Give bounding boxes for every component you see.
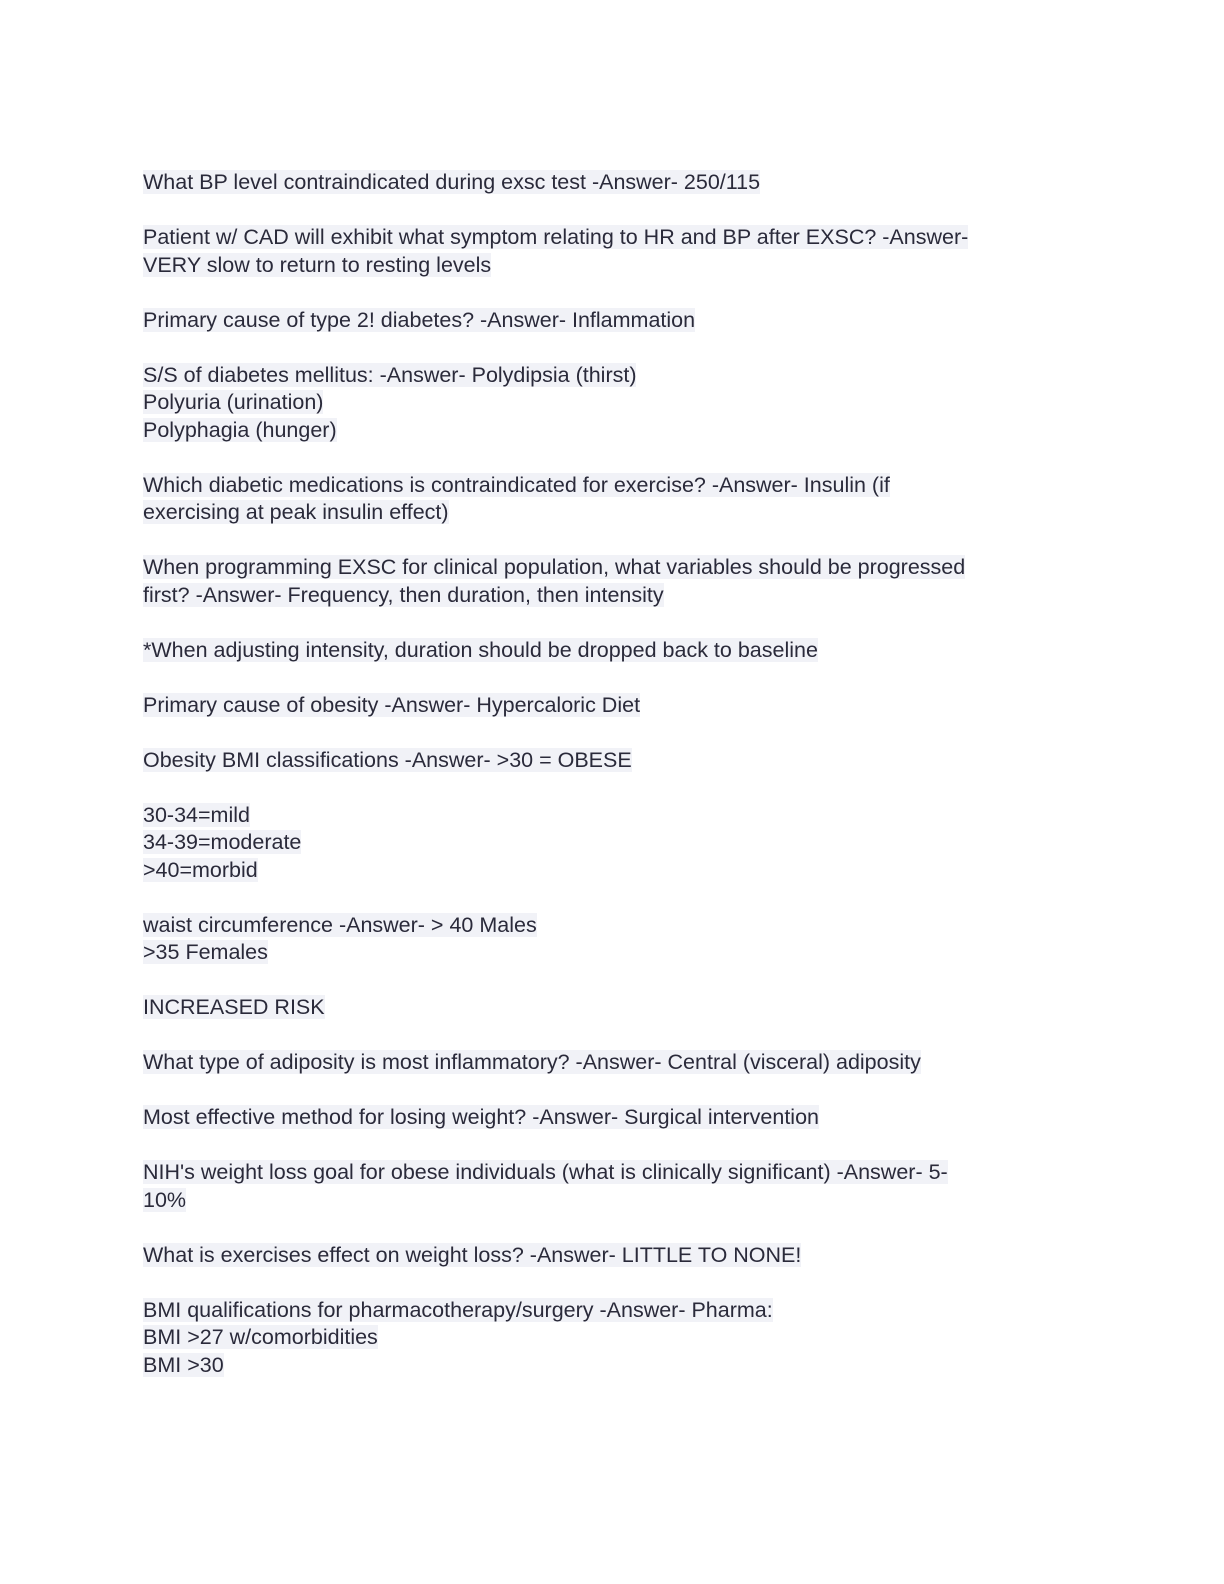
qa-item bbox=[143, 1242, 1073, 1270]
qa-item bbox=[143, 472, 1073, 527]
qa-text-line: exercising at peak insulin effect) bbox=[143, 500, 449, 524]
qa-text-line: What type of adiposity is most inflammatory? -Answer- Central (visceral) adiposity bbox=[143, 1050, 921, 1074]
qa-text-line: Primary cause of obesity -Answer- Hypercaloric Diet bbox=[143, 692, 641, 717]
qa-item bbox=[143, 1159, 1073, 1214]
note-item bbox=[143, 802, 1073, 885]
qa-text-line: BMI >30 bbox=[143, 1352, 224, 1377]
qa-item bbox=[143, 224, 1073, 279]
qa-item bbox=[143, 912, 1073, 967]
qa-text-line: Patient w/ CAD will exhibit what symptom relating to HR and BP after EXSC? -Answer- bbox=[143, 225, 969, 249]
qa-text-line: BMI >27 w/comorbidities bbox=[143, 1325, 378, 1349]
qa-text-line: NIH's weight loss goal for obese individuals (what is clinically significant) -Answer- 5- bbox=[143, 1160, 948, 1184]
qa-item bbox=[143, 692, 1073, 720]
qa-item bbox=[143, 307, 1073, 335]
qa-text-line: Which diabetic medications is contraindicated for exercise? -Answer- Insulin (if bbox=[143, 472, 890, 497]
qa-item bbox=[143, 747, 1073, 775]
qa-text-line: Polyuria (urination) bbox=[143, 390, 324, 414]
qa-item bbox=[143, 1049, 1073, 1077]
document-body bbox=[143, 169, 1073, 1407]
qa-item bbox=[143, 554, 1073, 609]
qa-text-line: waist circumference -Answer- > 40 Males bbox=[143, 912, 537, 937]
qa-text-line: What BP level contraindicated during exsc test -Answer- 250/115 bbox=[143, 170, 761, 194]
qa-item bbox=[143, 169, 1073, 197]
note-item bbox=[143, 994, 1073, 1022]
qa-text-line: Obesity BMI classifications -Answer- >30 = OBESE bbox=[143, 747, 632, 772]
qa-item bbox=[143, 1104, 1073, 1132]
note-text-line: *When adjusting intensity, duration should be dropped back to baseline bbox=[143, 637, 818, 662]
qa-text-line: Most effective method for losing weight? -Answer- Surgical intervention bbox=[143, 1105, 819, 1129]
qa-text-line: When programming EXSC for clinical population, what variables should be progressed bbox=[143, 555, 966, 579]
qa-text-line: VERY slow to return to resting levels bbox=[143, 252, 492, 277]
qa-text-line: >35 Females bbox=[143, 940, 268, 964]
qa-text-line: S/S of diabetes mellitus: -Answer- Polydipsia (thirst) bbox=[143, 362, 637, 387]
note-text-line: 30-34=mild bbox=[143, 802, 250, 827]
qa-text-line: BMI qualifications for pharmacotherapy/surgery -Answer- Pharma: bbox=[143, 1297, 773, 1322]
qa-text-line: Polyphagia (hunger) bbox=[143, 417, 337, 442]
note-text-line: INCREASED RISK bbox=[143, 995, 325, 1019]
qa-item bbox=[143, 362, 1073, 445]
qa-text-line: 10% bbox=[143, 1187, 187, 1212]
qa-text-line: first? -Answer- Frequency, then duration, then intensity bbox=[143, 582, 664, 607]
qa-text-line: What is exercises effect on weight loss? -Answer- LITTLE TO NONE! bbox=[143, 1242, 802, 1267]
note-item bbox=[143, 637, 1073, 665]
note-text-line: 34-39=moderate bbox=[143, 830, 302, 854]
note-text-line: >40=morbid bbox=[143, 857, 258, 882]
qa-text-line: Primary cause of type 2! diabetes? -Answer- Inflammation bbox=[143, 307, 696, 332]
qa-item bbox=[143, 1297, 1073, 1380]
